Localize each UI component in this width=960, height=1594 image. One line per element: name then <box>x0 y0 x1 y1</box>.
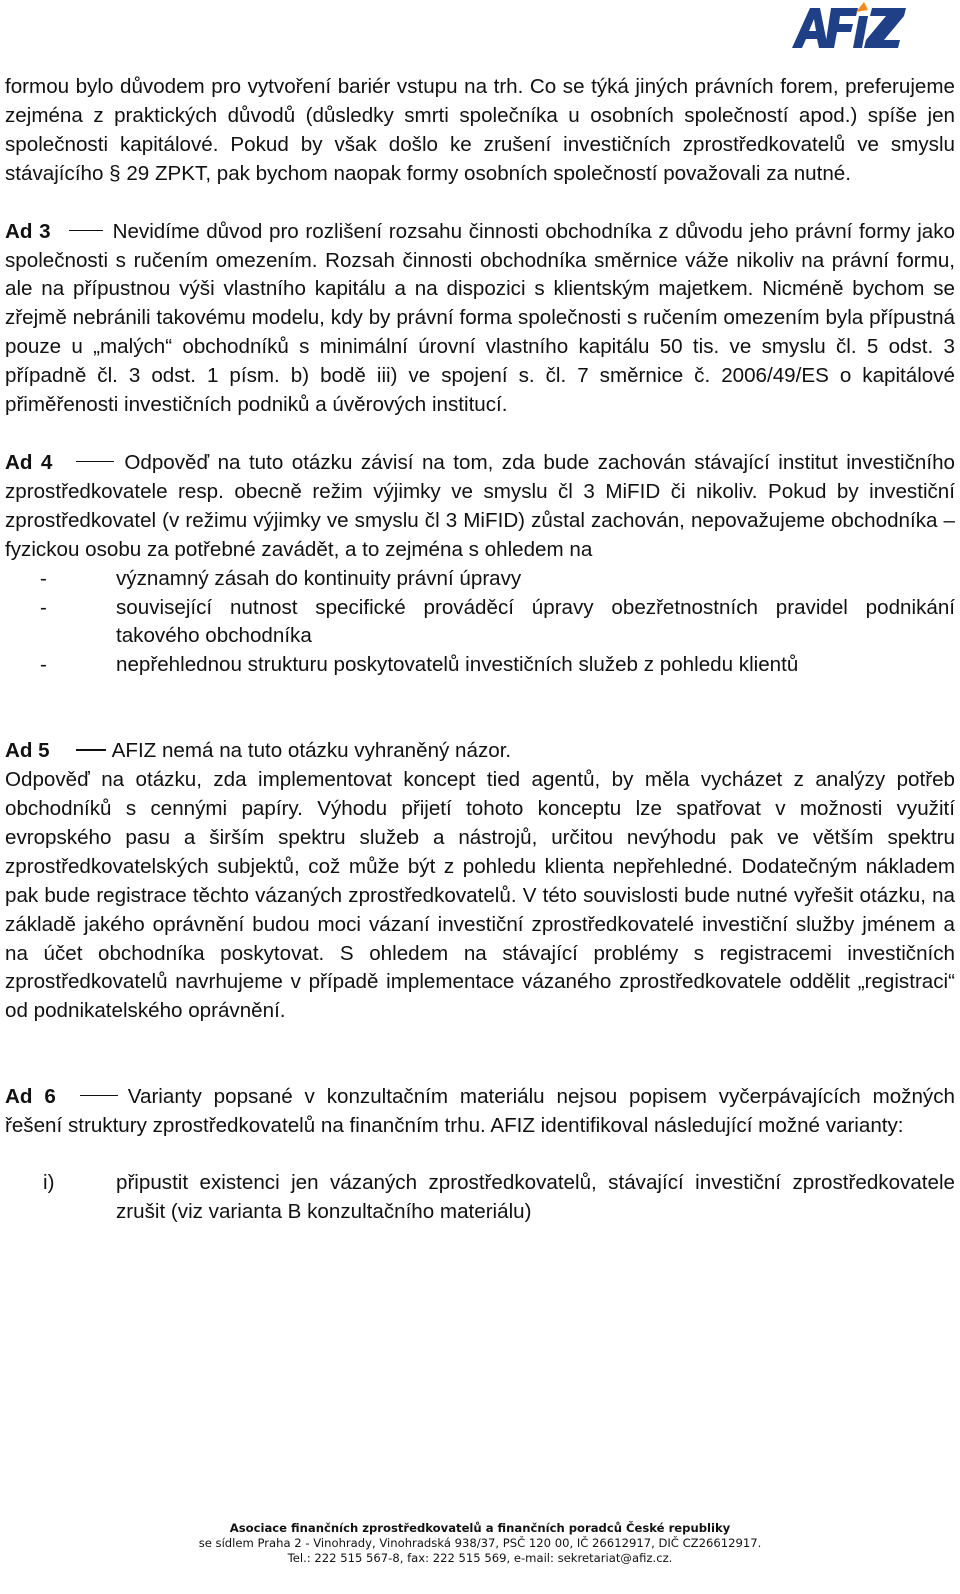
ad3-label: Ad 3 <box>5 219 51 243</box>
ad6-text: Varianty popsané v konzultačním materiálu nejsou popisem vyčerpávajících možných řešení struktury zprostředkovatelů na finančním trhu. AFIZ identifikoval následující možné varianty: <box>5 1085 955 1138</box>
footer-org-name: Asociace finančních zprostředkovatelů a finančních poradců České republiky <box>229 1521 731 1535</box>
ad3-text: Nevidíme důvod pro rozlišení rozsahu činnosti obchodníka z důvodu jeho právní formy jako společnosti s ručením omezením. Rozsah činnosti obchodníka směrnice váže nikoliv na právní formu, ale na přípustnou výši vlastního kapitálu a na dispozici s klientským majetkem. Nicméně bychom se zřejmě nebránili takovému modelu, kdy by právní forma společnosti s ručením omezením byla přípustná pouze u „malých“ obchodníků s minimální úrovní vlastního kapitálu 50 tis. ve smyslu čl. 5 odst. 3 případně čl. 3 odst. 1 písm. b) bodě iii) ve spojení s. čl. 7 směrnice č. 2006/49/ES o kapitálové přiměřenosti investičních podniků a úvěrových institucí. <box>5 219 955 417</box>
list-bullet: - <box>40 653 47 677</box>
ad6-paragraph <box>5 1083 955 1141</box>
ad3-paragraph <box>5 218 955 420</box>
ad4-text: Odpověď na tuto otázku závisí na tom, zda bude zachován stávající institut investičního zprostředkovatele resp. obecně režim výjimky ve smyslu čl 3 MiFID či nikoliv. Pokud by investiční zprostředkovatel (v režimu výjimky ve smyslu čl 3 MiFID) zůstal zachován, nepovažujeme obchodníka – fyzickou osobu za potřebné zavádět, a to zejména s ohledem na <box>5 450 955 561</box>
ad4-paragraph <box>5 449 955 565</box>
ad6-label: Ad 6 <box>5 1085 56 1109</box>
afiz-logo <box>790 2 908 52</box>
ad5-paragraph: Odpověď na otázku, zda implementovat koncept tied agentů, by měla vycházet z analýzy potřeb obchodníků s cennými papíry. Výhodu přijetí tohoto konceptu lze spatřovat v možnosti využití evropského pasu a širším spektru služeb a nástrojů, určitou nevýhodu pak ve větším spektru zprostředkovatelských subjektů, což může být z pohledu klienta nepřehledné. Dodatečným nákladem pak bude registrace těchto vázaných zprostředkovatelů. V této souvislosti bude nutné vyřešit otázku, na základě jakého oprávnění budou moci vázaní investiční zprostředkovatelé investiční služby jménem a na účet obchodníka poskytovat. S ohledem na stávající problémy s registracemi investičních zprostředkovatelů navrhujeme v případě implementace vázaného zprostředkovatele oddělit „registraci“ od podnikatelského oprávnění. <box>5 768 955 1023</box>
ad5-lead <box>5 737 955 766</box>
list-item <box>5 651 955 680</box>
list-bullet: - <box>40 595 47 619</box>
dash-separator <box>69 230 103 231</box>
dash-separator <box>76 749 106 751</box>
list-bullet: i) <box>43 1171 55 1195</box>
list-item-text: připustit existenci jen vázaných zprostředkovatelů, stávající investiční zprostředkovatele zrušit (viz varianta B konzultačního materiálu) <box>116 1171 955 1223</box>
footer <box>0 1521 960 1566</box>
ad5-label: Ad 5 <box>5 739 50 763</box>
dash-separator <box>80 1095 118 1096</box>
list-item <box>5 594 955 652</box>
document-body <box>5 73 955 1227</box>
list-item-text: nepřehlednou strukturu poskytovatelů investičních služeb z pohledu klientů <box>116 653 799 677</box>
list-item <box>5 1169 955 1227</box>
dash-separator <box>76 461 114 462</box>
ad5-lead-text: AFIZ nemá na tuto otázku vyhraněný názor. <box>111 739 512 763</box>
list-bullet: - <box>40 566 47 590</box>
intro-paragraph: formou bylo důvodem pro vytvoření bariér vstupu na trh. Co se týká jiných právních forem, preferujeme zejména z praktických důvodů (důsledky smrti společníka u osobních společností apod.) spíše jen společnosti kapitálové. Pokud by však došlo ke zrušení investičních zprostředkovatelů ve smyslu stávajícího § 29 ZPKT, pak bychom naopak formy osobních společností považovali za nutné. <box>5 75 955 185</box>
ad4-label: Ad 4 <box>5 450 53 474</box>
list-item <box>5 565 955 594</box>
footer-contact: Tel.: 222 515 567-8, fax: 222 515 569, e-mail: sekretariat@afiz.cz. <box>287 1551 673 1565</box>
list-item-text: související nutnost specifické prováděcí úpravy obezřetnostních pravidel podnikání takového obchodníka <box>116 595 955 648</box>
footer-address: se sídlem Praha 2 - Vinohrady, Vinohradská 938/37, PSČ 120 00, IČ 26612917, DIČ CZ26612917. <box>198 1536 762 1550</box>
list-item-text: významný zásah do kontinuity právní úpravy <box>116 566 522 590</box>
